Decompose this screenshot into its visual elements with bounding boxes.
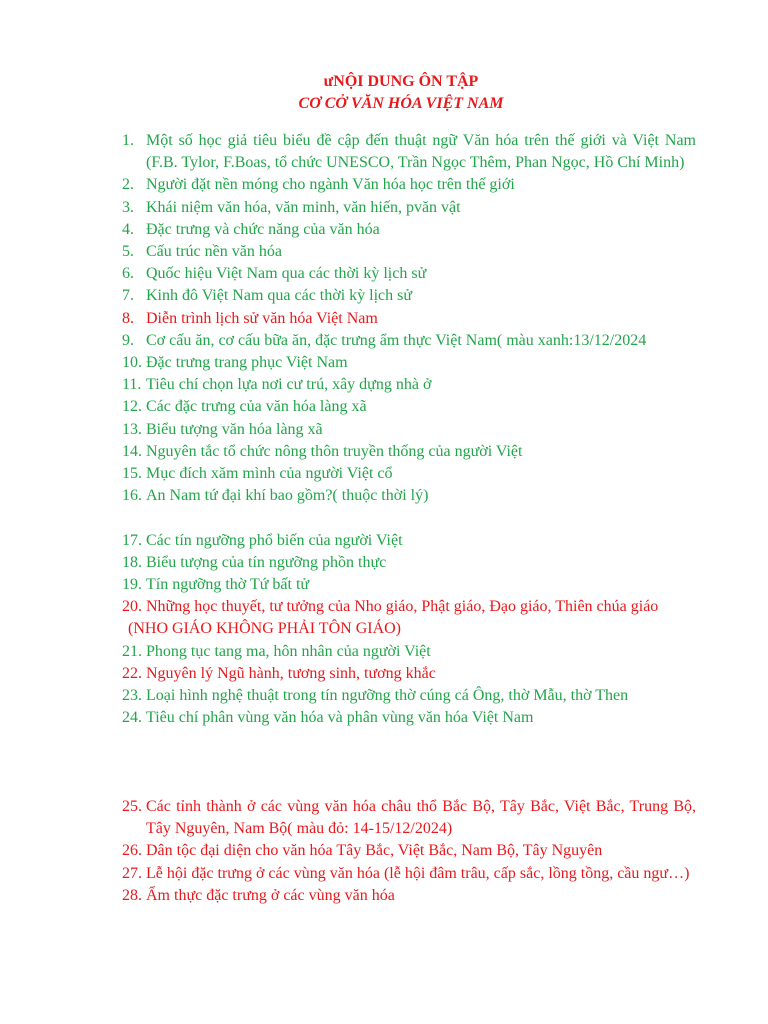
title-line-2: CƠ CỞ VĂN HÓA VIỆT NAM: [298, 95, 504, 112]
list-item: 13. Biểu tượng văn hóa làng xã: [122, 420, 323, 438]
blank-lines: [122, 729, 696, 796]
list-item: 16. An Nam tứ đại khí bao gồm?( thuộc thời lý): [122, 487, 429, 505]
list-item: 18. Biểu tượng của tín ngưỡng phồn thực: [122, 553, 387, 571]
list-item: 11. Tiêu chí chọn lựa nơi cư trú, xây dựng nhà ở: [122, 376, 432, 394]
list-item: 23. Loại hình nghệ thuật trong tín ngưỡng thờ cúng cá Ông, thờ Mẫu, thờ Then: [122, 687, 629, 705]
list-item: 20. Những học thuyết, tư tưởng của Nho giáo, Phật giáo, Đạo giáo, Thiên chúa giáo: [122, 598, 659, 616]
list-item: 6. Quốc hiệu Việt Nam qua các thời kỳ lịch sử: [122, 265, 427, 283]
list-item: 3. Khái niệm văn hóa, văn minh, văn hiến, pvăn vật: [122, 198, 461, 216]
list-item: 8. Diễn trình lịch sử văn hóa Việt Nam: [122, 309, 378, 327]
list-item: 7. Kinh đô Việt Nam qua các thời kỳ lịch sử: [122, 287, 413, 305]
list-item: 28. Ẩm thực đặc trưng ở các vùng văn hóa: [122, 886, 395, 904]
list-item: 12. Các đặc trưng của văn hóa làng xã: [122, 398, 367, 416]
list-item: 5. Cấu trúc nền văn hóa: [122, 243, 282, 261]
blank-line: [122, 507, 696, 529]
list-item: 24. Tiêu chí phân vùng văn hóa và phân vùng văn hóa Việt Nam: [122, 709, 534, 727]
note-line: (NHO GIÁO KHÔNG PHẢI TÔN GIÁO): [128, 620, 402, 638]
list-item: 21. Phong tục tang ma, hôn nhân của người Việt: [122, 642, 431, 660]
list-item: 14. Nguyên tắc tổ chức nông thôn truyền thống của người Việt: [122, 442, 523, 460]
list-item: 9. Cơ cấu ăn, cơ cấu bữa ăn, đặc trưng ẩm thực Việt Nam( màu xanh:13/12/2024: [122, 331, 647, 349]
title-line-1: ưNỘI DUNG ÔN TẬP: [323, 73, 479, 90]
list-item: 17. Các tín ngưỡng phổ biến của người Việt: [122, 531, 403, 549]
list-item: 2. Người đặt nền móng cho ngành Văn hóa học trên thế giới: [122, 176, 515, 194]
list-item: 1. Một số học giả tiêu biểu đề cập đến thuật ngữ Văn hóa trên thế giới và Việt Nam (F.B. Tylor, F.Boas, tổ chức UNESCO, Trần Ngọc Thêm, Phan Ngọc, Hồ Chí Minh): [122, 132, 696, 172]
topic-list: [122, 130, 696, 907]
list-item: 10. Đặc trưng trang phục Việt Nam: [122, 354, 348, 372]
list-item: 27. Lễ hội đặc trưng ở các vùng văn hóa (lễ hội đâm trâu, cấp sắc, lồng tồng, cầu ngư…): [122, 864, 690, 882]
list-item: 26. Dân tộc đại diện cho văn hóa Tây Bắc, Việt Bắc, Nam Bộ, Tây Nguyên: [122, 842, 603, 860]
list-item: 25. Các tỉnh thành ở các vùng văn hóa châu thổ Bắc Bộ, Tây Bắc, Việt Bắc, Trung Bộ, Tây Nguyên, Nam Bộ( màu đỏ: 14-15/12/2024): [122, 798, 696, 838]
list-item: 19. Tín ngưỡng thờ Tứ bất tử: [122, 576, 310, 594]
list-item: 15. Mục đích xăm mình của người Việt cổ: [122, 465, 393, 483]
list-item: 22. Nguyên lý Ngũ hành, tương sinh, tương khắc: [122, 664, 436, 682]
list-item: 4. Đặc trưng và chức năng của văn hóa: [122, 220, 380, 238]
